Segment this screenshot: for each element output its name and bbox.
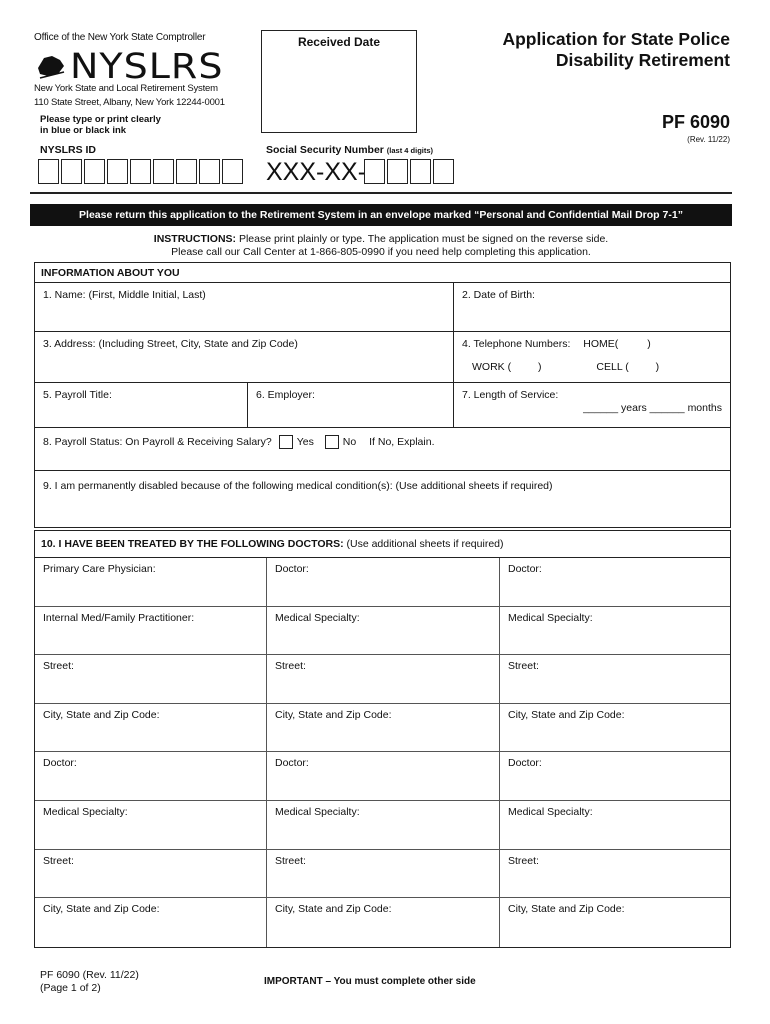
doctor-cell[interactable]: [500, 655, 730, 704]
ssn-box[interactable]: [410, 159, 431, 184]
doctor-cell[interactable]: [267, 850, 500, 899]
doctor-cell-label: Doctor:: [275, 563, 309, 575]
print-note-line2: in blue or black ink: [40, 125, 127, 136]
ssn-label-text: Social Security Number: [266, 144, 384, 156]
ssn-box[interactable]: [387, 159, 408, 184]
form-revision: (Rev. 11/22): [687, 135, 730, 144]
home-phone-close: ): [647, 338, 651, 350]
doctor-cell-label: Doctor:: [43, 757, 77, 770]
nyslrs-id-label: NYSLRS ID: [40, 144, 97, 156]
doctor-cell-label: Medical Specialty:: [508, 611, 593, 624]
doctor-cell[interactable]: [500, 607, 730, 656]
service-field[interactable]: [454, 383, 730, 427]
doctor-cell[interactable]: [267, 801, 500, 850]
doctor-cell-label: City, State and Zip Code:: [43, 903, 160, 916]
form-title-line2: Disability Retirement: [555, 50, 730, 70]
doctor-cell-label: Street:: [275, 660, 306, 673]
service-units: ______ years ______ months: [583, 402, 722, 414]
yes-checkbox[interactable]: [279, 435, 293, 449]
disability-field[interactable]: [35, 471, 730, 527]
cell-phone-close: ): [655, 361, 660, 373]
ssn-box[interactable]: [433, 159, 454, 184]
instructions-line2: Please call our Call Center at 1-866-805-0990 if you need help completing this application.: [171, 245, 591, 258]
phone-line1: [462, 338, 722, 350]
instructions-text: Please print plainly or type. The application must be signed on the reverse side.: [236, 233, 609, 245]
doctor-cell[interactable]: [267, 558, 500, 607]
doctor-cell[interactable]: [35, 850, 267, 899]
doctors-heading-rest: (Use additional sheets if required): [343, 538, 504, 550]
form-title: [502, 29, 730, 71]
doctor-cell-label: City, State and Zip Code:: [275, 708, 392, 721]
doctor-cell[interactable]: [267, 704, 500, 753]
payroll-title-field[interactable]: [35, 383, 248, 427]
form-code: PF 6090: [661, 112, 730, 132]
dob-label: 2. Date of Birth:: [462, 289, 535, 301]
form-title-line1: Application for State Police: [502, 29, 730, 49]
doctor-cell[interactable]: [35, 558, 267, 607]
doctor-cell[interactable]: [267, 752, 500, 801]
doctor-cell-label: City, State and Zip Code:: [508, 903, 625, 916]
nyslrs-id-box[interactable]: [176, 159, 197, 184]
info-heading: INFORMATION ABOUT YOU: [41, 267, 180, 279]
doctor-cell-label: Street:: [43, 854, 74, 867]
phone-field[interactable]: [454, 332, 730, 382]
doctors-heading-bold: 10. I HAVE BEEN TREATED BY THE FOLLOWING DOCTORS:: [41, 538, 344, 550]
nyslrs-id-box[interactable]: [130, 159, 151, 184]
print-note: [40, 114, 161, 136]
doctor-cell-label: Medical Specialty:: [43, 805, 128, 818]
doctor-cell[interactable]: [267, 655, 500, 704]
info-section: [34, 262, 731, 528]
office-name: Office of the New York State Comptroller: [34, 32, 206, 43]
nyslrs-id-box[interactable]: [61, 159, 82, 184]
service-label: 7. Length of Service:: [462, 389, 559, 401]
header-divider: [30, 192, 732, 194]
doctor-cell[interactable]: [500, 850, 730, 899]
doctor-cell-label: Doctor:: [508, 757, 542, 770]
doctor-cell[interactable]: [35, 801, 267, 850]
return-banner: Please return this application to the Retirement System in an envelope marked “Personal and Confidential Mail Drop 7-1”: [30, 204, 732, 226]
doctor-cell-label: Internal Med/Family Practitioner:: [43, 611, 195, 624]
nyslrs-id-box[interactable]: [199, 159, 220, 184]
doctor-cell-label: Street:: [275, 854, 306, 867]
doctor-cell[interactable]: [35, 655, 267, 704]
nyslrs-id-box[interactable]: [153, 159, 174, 184]
nyslrs-id-boxes[interactable]: [38, 159, 245, 184]
address-label: 3. Address: (Including Street, City, State and Zip Code): [43, 338, 298, 350]
explain-label: If No, Explain.: [369, 435, 435, 448]
instructions: [30, 233, 732, 258]
doctor-cell[interactable]: [500, 558, 730, 607]
doctor-cell-label: Medical Specialty:: [275, 611, 360, 624]
home-phone-label: HOME(: [583, 338, 619, 350]
phone-label: 4. Telephone Numbers:: [462, 338, 571, 350]
doctors-grid: [35, 558, 730, 947]
doctor-cell[interactable]: [267, 898, 500, 947]
system-name: New York State and Local Retirement System: [34, 83, 218, 94]
doctor-cell[interactable]: [500, 704, 730, 753]
footer-form-rev: PF 6090 (Rev. 11/22): [40, 969, 139, 981]
instructions-label: INSTRUCTIONS:: [153, 233, 237, 245]
payroll-title-label: 5. Payroll Title:: [43, 389, 112, 401]
address-field[interactable]: [35, 332, 454, 382]
footer-form-info: [40, 969, 139, 995]
employer-field[interactable]: [248, 383, 454, 427]
doctors-section: [34, 530, 731, 948]
doctors-heading: [35, 531, 730, 558]
work-phone-label: WORK (: [472, 361, 512, 373]
name-field[interactable]: [35, 283, 454, 331]
dob-field[interactable]: [454, 283, 730, 331]
footer-important: IMPORTANT – You must complete other side: [264, 976, 476, 987]
doctor-cell-label: Primary Care Physician:: [43, 563, 156, 575]
ssn-box[interactable]: [364, 159, 385, 184]
doctor-cell-label: Medical Specialty:: [508, 805, 593, 818]
doctor-cell-label: City, State and Zip Code:: [275, 903, 392, 916]
received-date-box: [261, 30, 417, 133]
ssn-hint: (last 4 digits): [386, 146, 434, 155]
employer-label: 6. Employer:: [256, 389, 315, 401]
doctor-cell[interactable]: [500, 898, 730, 947]
doctor-cell-label: Doctor:: [508, 563, 542, 575]
doctor-cell[interactable]: [35, 607, 267, 656]
footer-page-number: (Page 1 of 2): [40, 982, 101, 994]
nyslrs-id-box[interactable]: [38, 159, 59, 184]
doctor-cell[interactable]: [267, 607, 500, 656]
payroll-status-label: 8. Payroll Status: On Payroll & Receiving Salary?: [43, 435, 272, 448]
ssn-prefix: XXX-XX-: [266, 158, 367, 186]
doctor-cell-label: City, State and Zip Code:: [508, 708, 625, 721]
yes-label: Yes: [296, 435, 314, 448]
nyslrs-id-box[interactable]: [84, 159, 105, 184]
received-date-label: Received Date: [297, 35, 381, 49]
nyslrs-id-box[interactable]: [107, 159, 128, 184]
name-label: 1. Name: (First, Middle Initial, Last): [43, 289, 206, 301]
cell-phone-label: CELL (: [596, 361, 629, 373]
print-note-line1: Please type or print clearly: [40, 114, 161, 125]
disability-label: 9. I am permanently disabled because of the following medical condition(s): (Use additional sheets if required): [43, 480, 553, 492]
phone-line2: [462, 361, 722, 373]
doctor-cell-label: Medical Specialty:: [275, 805, 360, 818]
doctor-cell[interactable]: [35, 752, 267, 801]
no-label: No: [342, 435, 357, 448]
ssn-label: [266, 144, 433, 156]
doctor-cell-label: Doctor:: [275, 757, 309, 770]
doctor-cell[interactable]: [35, 898, 267, 947]
doctor-cell[interactable]: [500, 752, 730, 801]
doctor-cell-label: City, State and Zip Code:: [43, 708, 160, 721]
instructions-line1: [30, 233, 732, 246]
doctor-cell-label: Street:: [508, 660, 539, 673]
doctor-cell-label: Street:: [508, 854, 539, 867]
nyslrs-logo-icon: [34, 50, 70, 80]
payroll-status-field: [35, 428, 730, 470]
no-checkbox[interactable]: [325, 435, 339, 449]
ssn-boxes[interactable]: [364, 159, 456, 184]
work-phone-close: ): [538, 361, 542, 373]
doctor-cell[interactable]: [500, 801, 730, 850]
doctor-cell[interactable]: [35, 704, 267, 753]
logo-text: NYSLRS: [70, 45, 224, 87]
nyslrs-id-box[interactable]: [222, 159, 243, 184]
system-address: 110 State Street, Albany, New York 12244-0001: [34, 97, 225, 108]
doctor-cell-label: Street:: [43, 660, 74, 673]
